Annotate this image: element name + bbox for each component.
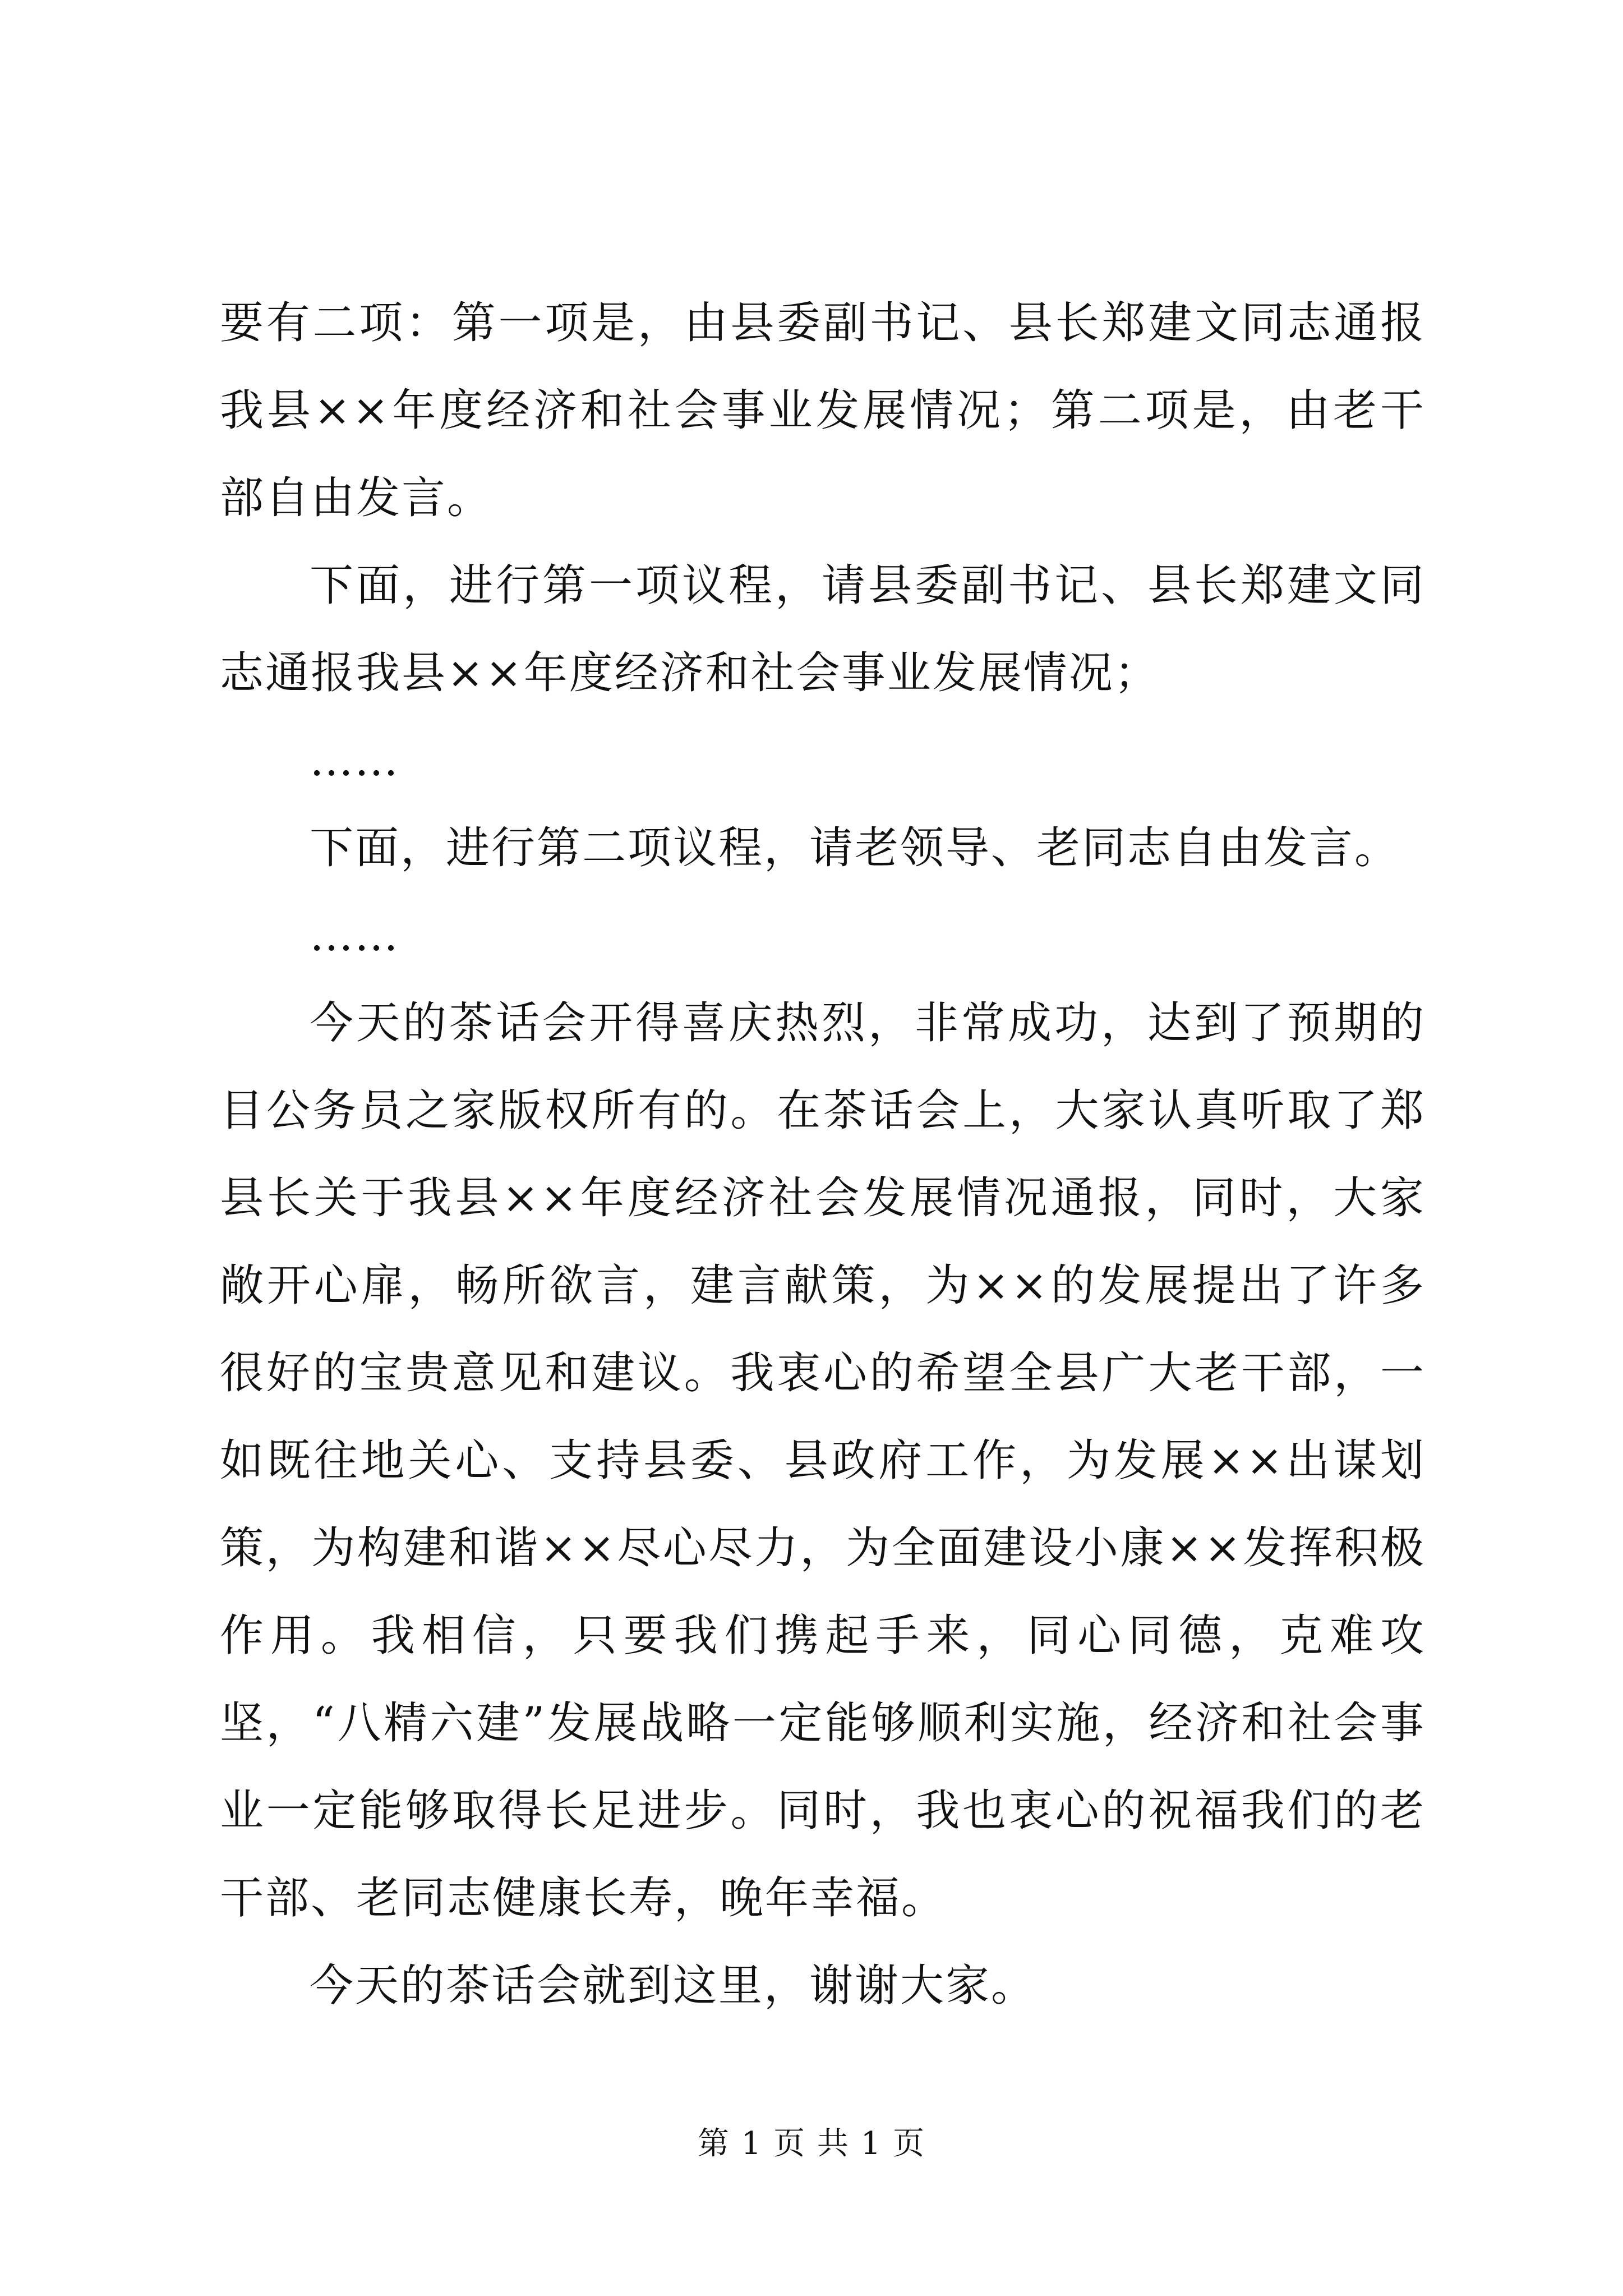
ellipsis-separator: …… (310, 735, 399, 786)
paragraph-closing-remarks: 今天的茶话会开得喜庆热烈，非常成功，达到了预期的目公务员之家版权所有的。在茶话会上，大家认真听取了郑县长关于我县××年度经济社会发展情况通报，同时，大家敞开心扉，畅所欲言，建言献策，为××的发展提出了许多很好的宝贵意见和建议。我衷心的希望全县广大老干部，一如既往地关心、支持县委、县政府工作，为发展××出谋划策，为构建和谐××尽心尽力，为全面建设小康××发挥积极作用。我相信，只要我们携起手来，同心同德，克难攻坚，“八精六建”发展战略一定能够顺利实施，经济和社会事业一定能够取得长足进步。同时，我也衷心的祝福我们的老干部、老同志健康长寿，晚年幸福。 (220, 998, 1426, 1924)
ellipsis-separator: …… (310, 910, 399, 961)
page-footer (0, 2122, 1623, 2166)
paragraph-agenda-item-two: 下面，进行第二项议程，请老领导、老同志自由发言。 (310, 823, 1400, 873)
paragraph-agenda-intro: 要有二项：第一项是，由县委副书记、县长郑建文同志通报我县××年度经济和社会事业发展情况；第二项是，由老干部自由发言。 (220, 298, 1426, 523)
paragraph-closing-thanks: 今天的茶话会就到这里，谢谢大家。 (310, 1961, 1037, 2011)
paragraph-agenda-item-one: 下面，进行第一项议程，请县委副书记、县长郑建文同志通报我县××年度经济和社会事业发展情况； (220, 560, 1426, 698)
document-body (220, 279, 1426, 2030)
page-number-label: 第 1 页 共 1 页 (697, 2125, 926, 2162)
